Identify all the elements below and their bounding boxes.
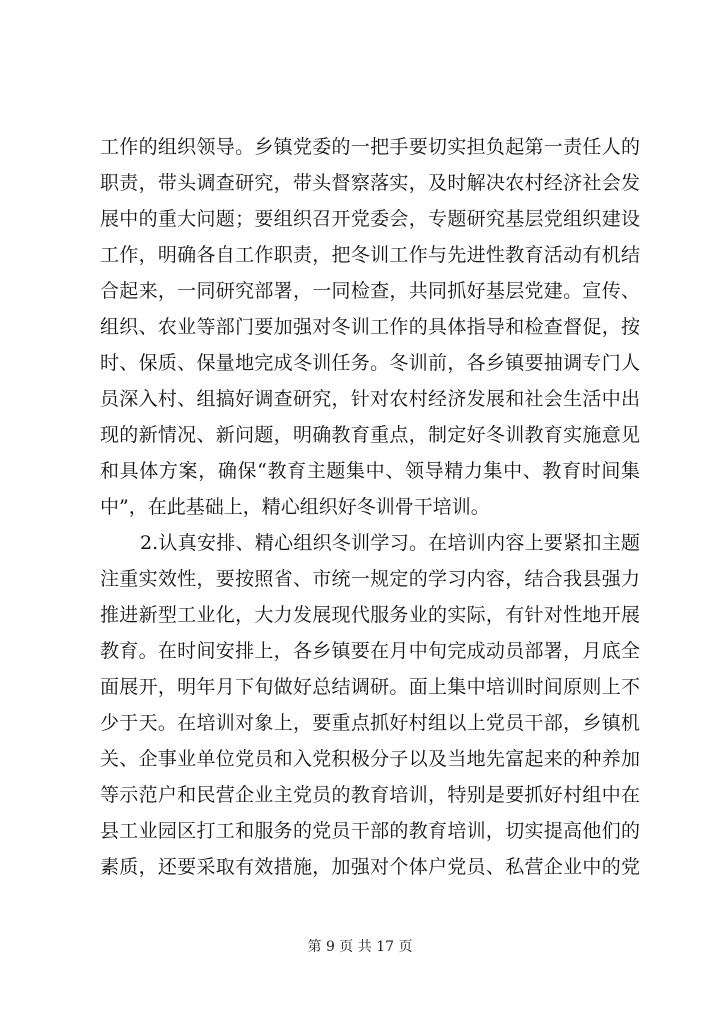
text-line: 面展开，明年月下旬做好总结调研。面上集中培训时间原则上不 — [100, 676, 640, 698]
body-text — [100, 129, 640, 885]
paragraph-1 — [100, 129, 640, 525]
text-line: 县工业园区打工和服务的党员干部的教育培训，切实提高他们的 — [100, 820, 640, 842]
text-line: 工作的组织领导。乡镇党委的一把手要切实担负起第一责任人的 — [100, 136, 640, 158]
text-line: 展中的重大问题；要组织召开党委会，专题研究基层党组织建设 — [100, 208, 640, 230]
page-footer — [0, 937, 720, 957]
text-line: 员深入村、组搞好调查研究，针对农村经济发展和社会生活中出 — [100, 388, 640, 410]
text-line: 少于天。在培训对象上，要重点抓好村组以上党员干部，乡镇机 — [100, 712, 640, 734]
page-number-label: 第 9 页 共 17 页 — [307, 939, 413, 955]
text-line: 注重实效性，要按照省、市统一规定的学习内容，结合我县强力 — [100, 568, 640, 590]
text-line: 教育。在时间安排上，各乡镇要在月中旬完成动员部署，月底全 — [100, 640, 640, 662]
text-line: 工作，明确各自工作职责，把冬训工作与先进性教育活动有机结 — [100, 244, 640, 266]
text-line: 推进新型工业化，大力发展现代服务业的实际，有针对性地开展 — [100, 604, 640, 626]
text-line: 职责，带头调查研究，带头督察落实，及时解决农村经济社会发 — [100, 172, 640, 194]
text-line: 中”，在此基础上，精心组织好冬训骨干培训。 — [100, 496, 490, 518]
text-line: 时、保质、保量地完成冬训任务。冬训前，各乡镇要抽调专门人 — [100, 352, 640, 374]
text-line: 等示范户和民营企业主党员的教育培训，特别是要抓好村组中在 — [100, 784, 640, 806]
text-line: 组织、农业等部门要加强对冬训工作的具体指导和检查督促，按 — [100, 316, 640, 338]
paragraph-2 — [100, 525, 640, 885]
text-line: 和具体方案，确保“教育主题集中、领导精力集中、教育时间集 — [100, 460, 640, 482]
text-line: 素质，还要采取有效措施，加强对个体户党员、私营企业中的党 — [100, 856, 640, 878]
text-line: 合起来，一同研究部署，一同检查，共同抓好基层党建。宣传、 — [100, 280, 640, 302]
text-line: 关、企事业单位党员和入党积极分子以及当地先富起来的种养加 — [100, 748, 640, 770]
text-line: 2.认真安排、精心组织冬训学习。在培训内容上要紧扣主题 — [140, 532, 640, 554]
text-line: 现的新情况、新问题，明确教育重点，制定好冬训教育实施意见 — [100, 424, 640, 446]
